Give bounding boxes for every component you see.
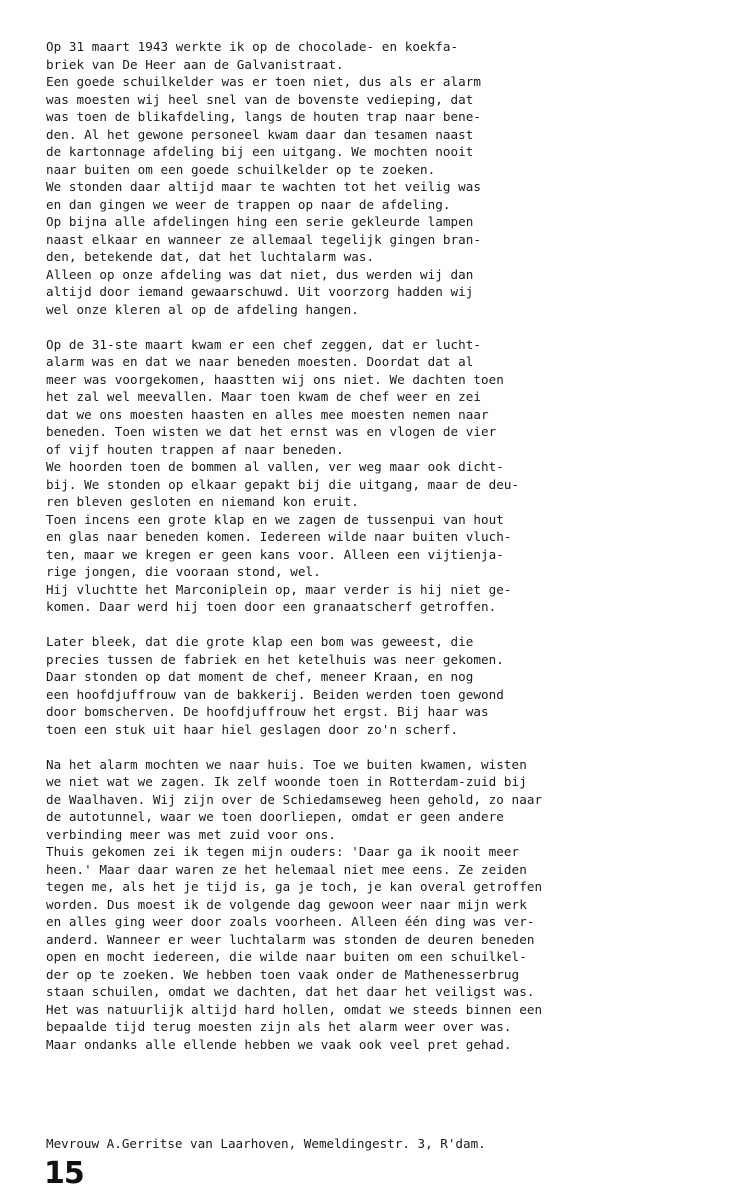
text-line: komen. Daar werd hij toen door een granaatscherf getroffen. [46, 599, 497, 615]
text-line: anderd. Wanneer er weer luchtalarm was stonden de deuren beneden [46, 931, 535, 947]
text-line: de autotunnel, waar we toen doorliepen, omdat er geen andere [46, 809, 504, 825]
text-line: verbinding meer was met zuid voor ons. [46, 826, 337, 842]
text-line: Het was natuurlijk altijd hard hollen, omdat we steeds binnen een [46, 1001, 543, 1017]
text-line: tegen me, als het je tijd is, ga je toch, je kan overal getroffen [46, 879, 543, 895]
text-line: open en mocht iedereen, die wilde naar buiten om een schuilkel- [46, 949, 527, 965]
text-line: de Waalhaven. Wij zijn over de Schiedamseweg heen gehold, zo naar [46, 791, 543, 807]
text-line: alarm was en dat we naar beneden moesten. Doordat dat al [46, 354, 474, 370]
text-line: dat we ons moesten haasten en alles mee moesten nemen naar [46, 406, 489, 422]
text-line: ren bleven gesloten en niemand kon eruit. [46, 494, 359, 510]
text-line: Later bleek, dat die grote klap een bom was geweest, die [46, 634, 474, 650]
author-signature-line: Mevrouw A.Gerritse van Laarhoven, Wemeldingestr. 3, R'dam. [46, 1136, 486, 1151]
text-line: heen.' Maar daar waren ze het helemaal niet mee eens. Ze zeiden [46, 861, 527, 877]
text-line: Alleen op onze afdeling was dat niet, dus werden wij dan [46, 266, 474, 282]
text-line: ten, maar we kregen er geen kans voor. Alleen een vijtienja- [46, 546, 504, 562]
paragraph [46, 633, 706, 738]
text-line: We hoorden toen de bommen al vallen, ver weg maar ook dicht- [46, 459, 504, 475]
text-line: en dan gingen we weer de trappen op naar de afdeling. [46, 196, 451, 212]
text-line: precies tussen de fabriek en het ketelhuis was neer gekomen. [46, 651, 504, 667]
text-line: Op bijna alle afdelingen hing een serie gekleurde lampen [46, 214, 474, 229]
text-line: meer was voorgekomen, haastten wij ons niet. We dachten toen [46, 371, 504, 387]
text-line: toen een stuk uit haar hiel geslagen door zo'n scherf. [46, 721, 459, 737]
text-line: naast elkaar en wanneer ze allemaal tegelijk gingen bran- [46, 231, 482, 247]
text-line: den. Al het gewone personeel kwam daar dan tesamen naast [46, 126, 474, 142]
text-line: staan schuilen, omdat we dachten, dat het daar het veiligst was. [46, 984, 535, 1000]
text-line: der op te zoeken. We hebben toen vaak onder de Mathenesserbrug [46, 966, 520, 982]
text-line: was toen de blikafdeling, langs de houten trap naar bene- [46, 109, 482, 124]
text-line: was moesten wij heel snel van de bovenste vedieping, dat [46, 91, 474, 107]
text-line: Na het alarm mochten we naar huis. Toe we buiten kwamen, wisten [46, 756, 527, 772]
text-line: en glas naar beneden komen. Iedereen wilde naar buiten vluch- [46, 529, 512, 545]
paragraph [46, 756, 706, 1054]
text-line: Hij vluchtte het Marconiplein op, maar verder is hij niet ge- [46, 581, 512, 597]
text-line: door bomscherven. De hoofdjuffrouw het ergst. Bij haar was [46, 704, 489, 720]
text-line: Op de 31-ste maart kwam er een chef zeggen, dat er lucht- [46, 336, 482, 352]
text-line: we niet wat we zagen. Ik zelf woonde toen in Rotterdam-zuid bij [46, 774, 527, 790]
text-line: den, betekende dat, dat het luchtalarm was. [46, 249, 375, 264]
text-line: Daar stonden op dat moment de chef, meneer Kraan, en nog [46, 669, 474, 685]
text-line: bij. We stonden op elkaar gepakt bij die uitgang, maar de deu- [46, 476, 520, 492]
text-line: Op 31 maart 1943 werkte ik op de chocolade- en koekfa- [46, 39, 459, 54]
text-line: naar buiten om een goede schuilkelder op te zoeken. [46, 161, 436, 177]
page-number: 15 [44, 1156, 84, 1191]
text-line: wel onze kleren al op de afdeling hangen. [46, 301, 359, 317]
text-line: Toen incens een grote klap en we zagen de tussenpui van hout [46, 511, 504, 527]
text-line: bepaalde tijd terug moesten zijn als het alarm weer over was. [46, 1019, 512, 1035]
text-line: rige jongen, die vooraan stond, wel. [46, 564, 321, 580]
text-line: worden. Dus moest ik de volgende dag gewoon weer naar mijn werk [46, 896, 527, 912]
text-line: beneden. Toen wisten we dat het ernst was en vlogen de vier [46, 424, 497, 440]
text-line: Maar ondanks alle ellende hebben we vaak ook veel pret gehad. [46, 1036, 512, 1052]
text-line: Thuis gekomen zei ik tegen mijn ouders: 'Daar ga ik nooit meer [46, 844, 520, 860]
text-line: het zal wel meevallen. Maar toen kwam de chef weer en zei [46, 389, 482, 405]
text-line: en alles ging weer door zoals voorheen. Alleen één ding was ver- [46, 914, 535, 930]
text-line: of vijf houten trappen af naar beneden. [46, 441, 344, 457]
text-line: altijd door iemand gewaarschuwd. Uit voorzorg hadden wij [46, 284, 474, 299]
text-line: Een goede schuilkelder was er toen niet, dus als er alarm [46, 74, 482, 89]
document-body [46, 38, 706, 1071]
text-line: briek van De Heer aan de Galvanistraat. [46, 56, 344, 72]
paragraph [46, 38, 706, 318]
text-line: een hoofdjuffrouw van de bakkerij. Beiden werden toen gewond [46, 686, 504, 702]
text-line: de kartonnage afdeling bij een uitgang. We mochten nooit [46, 144, 474, 159]
text-line: We stonden daar altijd maar te wachten tot het veilig was [46, 179, 482, 194]
paragraph [46, 336, 706, 616]
